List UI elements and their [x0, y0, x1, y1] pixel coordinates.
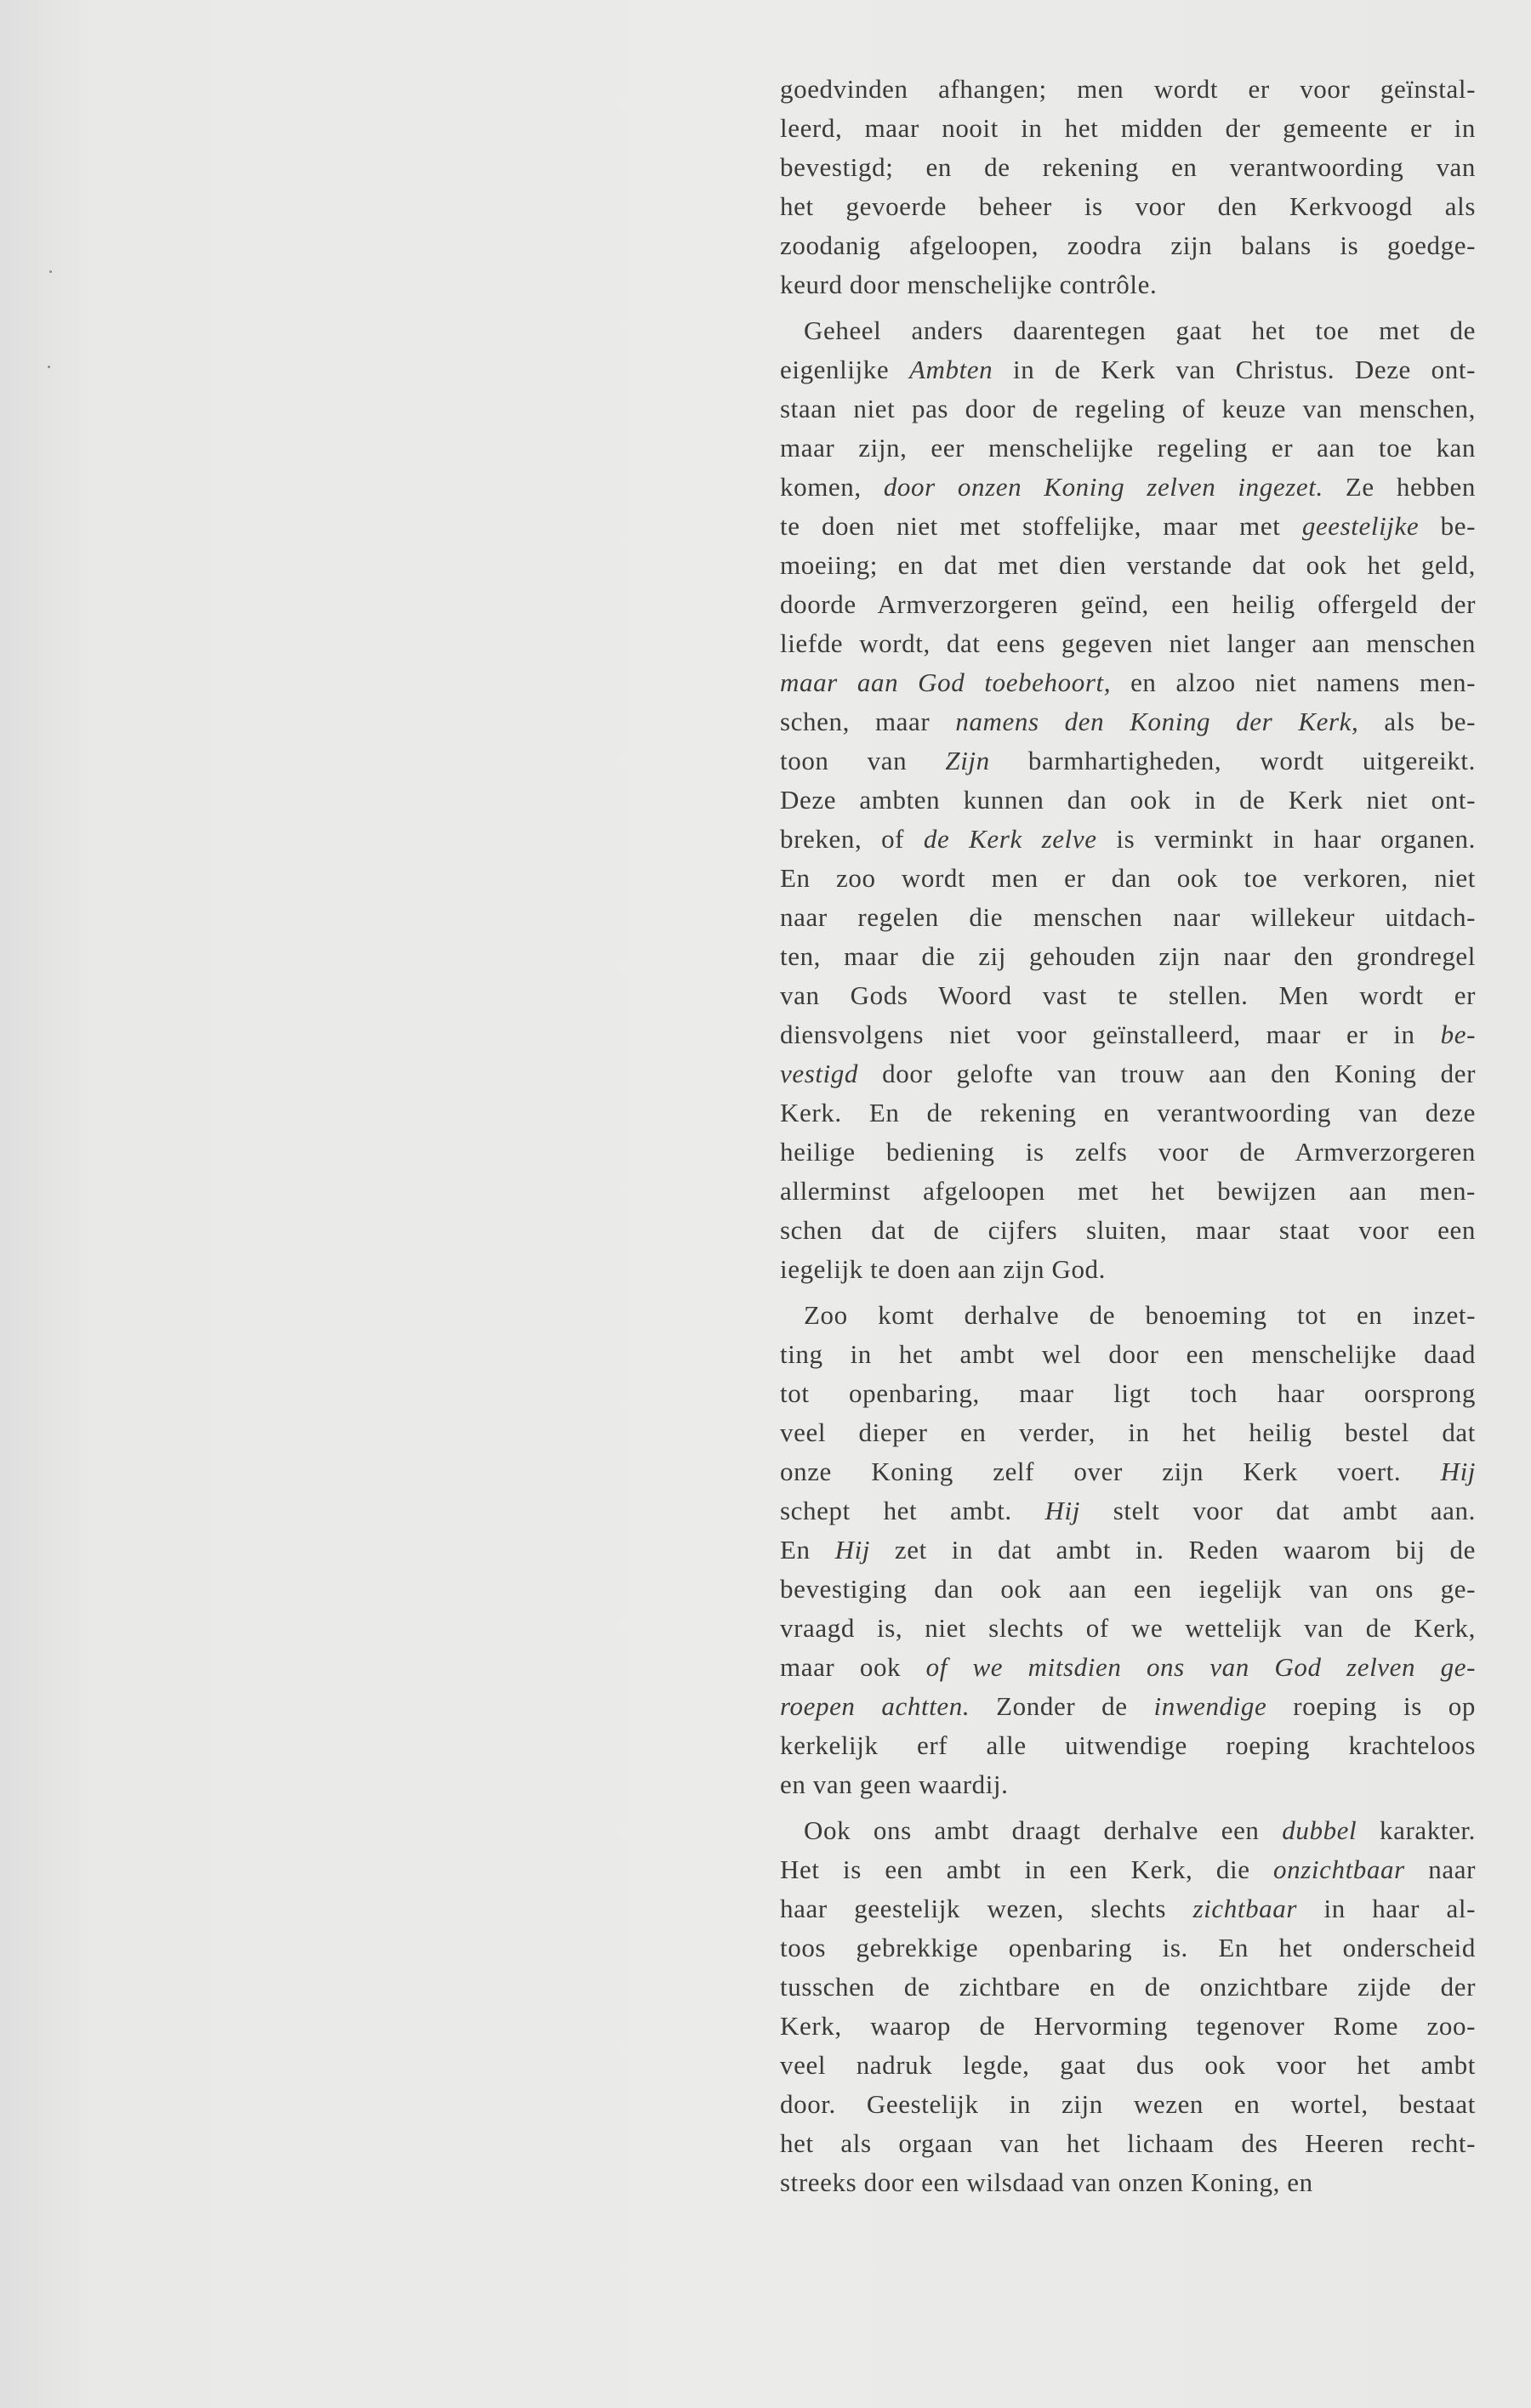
text-segment: tusschen de zichtbare en de onzichtbare zijde der: [780, 1972, 1476, 2002]
text-segment: diensvolgens niet voor geïnstalleerd, maar er in: [780, 1019, 1441, 1049]
text-line: [780, 1093, 1476, 1133]
text-segment: door gelofte van trouw aan den Koning der: [858, 1059, 1476, 1088]
text-line: [780, 350, 1476, 389]
text-line: [780, 226, 1476, 265]
text-segment: naar: [1404, 1854, 1476, 1884]
text-line: [780, 468, 1476, 507]
text-segment: kerkelijk erf alle uitwendige roeping krachteloos: [780, 1730, 1476, 1760]
paragraph: [780, 70, 1476, 304]
text-segment: heilige bediening is zelfs voor de Armverzorgeren: [780, 1137, 1476, 1167]
italic-text: Zijn: [945, 746, 990, 775]
italic-text: be-: [1440, 1019, 1476, 1049]
text-line: [780, 546, 1476, 585]
text-segment: haar geestelijk wezen, slechts: [780, 1894, 1193, 1923]
text-segment: veel dieper en verder, in het heilig bestel dat: [780, 1417, 1476, 1447]
paragraph: [780, 311, 1476, 1289]
text-segment: Deze ambten kunnen dan ook in de Kerk niet ont-: [780, 785, 1476, 815]
text-line: [780, 820, 1476, 859]
italic-text: namens den Koning der Kerk,: [955, 707, 1359, 736]
text-line: [780, 265, 1476, 304]
text-segment: keurd door menschelijke contrôle.: [780, 270, 1158, 299]
text-line: [780, 1335, 1476, 1374]
italic-text: dubbel: [1282, 1815, 1357, 1845]
italic-text: roepen achtten.: [780, 1691, 970, 1721]
italic-text: of we mitsdien ons van God zelven ge-: [925, 1652, 1476, 1682]
italic-text: Hij: [834, 1535, 870, 1565]
text-line: [780, 148, 1476, 187]
text-line: [780, 1172, 1476, 1211]
text-segment: van Gods Woord vast te stellen. Men wordt er: [780, 980, 1476, 1010]
text-segment: Geheel anders daarentegen gaat het toe met de: [804, 315, 1476, 345]
text-segment: toos gebrekkige openbaring is. En het onderscheid: [780, 1933, 1476, 1962]
text-line: [780, 1928, 1476, 1968]
text-segment: En zoo wordt men er dan ook toe verkoren, niet: [780, 863, 1476, 893]
text-line: [780, 389, 1476, 429]
text-segment: schept het ambt.: [780, 1496, 1045, 1525]
text-segment: schen, maar: [780, 707, 956, 736]
text-line: [780, 937, 1476, 976]
text-line: [780, 585, 1476, 624]
text-segment: Het is een ambt in een Kerk, die: [780, 1854, 1274, 1884]
text-line: [780, 109, 1476, 148]
text-segment: zet in dat ambt in. Reden waarom bij de: [870, 1535, 1476, 1565]
text-segment: het gevoerde beheer is voor den Kerkvoogd als: [780, 191, 1476, 221]
text-segment: roeping is op: [1266, 1691, 1476, 1721]
text-line: [780, 1726, 1476, 1765]
text-segment: toon van: [780, 746, 946, 775]
text-segment: ting in het ambt wel door een menschelijke daad: [780, 1339, 1476, 1369]
text-segment: Ook ons ambt draagt derhalve een: [804, 1815, 1283, 1845]
text-segment: bevestiging dan ook aan een iegelijk van ons ge-: [780, 1574, 1476, 1604]
scan-speck: [48, 366, 50, 368]
text-line: [780, 1889, 1476, 1928]
italic-text: de Kerk zelve: [923, 824, 1097, 854]
text-segment: liefde wordt, dat eens gegeven niet langer aan menschen: [780, 628, 1476, 658]
text-line: [780, 2163, 1476, 2202]
text-line: [780, 1054, 1476, 1093]
text-line: [780, 70, 1476, 109]
text-segment: naar regelen die menschen naar willekeur uitdach-: [780, 902, 1476, 932]
text-line: [780, 1850, 1476, 1889]
text-line: [780, 859, 1476, 898]
text-line: [780, 1648, 1476, 1687]
text-line: [780, 741, 1476, 781]
text-line: [780, 1570, 1476, 1609]
text-segment: goedvinden afhangen; men wordt er voor geïnstal-: [780, 74, 1476, 104]
text-segment: en alzoo niet namens men-: [1111, 667, 1476, 697]
text-segment: komen,: [780, 472, 884, 502]
text-segment: allerminst afgeloopen met het bewijzen aan men-: [780, 1176, 1476, 1206]
text-line: [780, 1015, 1476, 1054]
text-segment: het als orgaan van het lichaam des Heeren recht-: [780, 2128, 1476, 2158]
italic-text: vestigd: [780, 1059, 859, 1088]
text-segment: maar zijn, eer menschelijke regeling er aan toe kan: [780, 433, 1476, 463]
italic-text: Hij: [1044, 1496, 1080, 1525]
text-line: [780, 1687, 1476, 1726]
text-line: [780, 1609, 1476, 1648]
text-line: [780, 1811, 1476, 1850]
text-segment: schen dat de cijfers sluiten, maar staat voor een: [780, 1215, 1476, 1245]
text-segment: iegelijk te doen aan zijn God.: [780, 1254, 1106, 1284]
text-line: [780, 898, 1476, 937]
text-segment: Kerk. En de rekening en verantwoording van deze: [780, 1098, 1476, 1127]
body-text: [780, 70, 1476, 2202]
text-line: [780, 1211, 1476, 1250]
text-segment: En: [780, 1535, 835, 1565]
text-line: [780, 1765, 1476, 1804]
text-segment: veel nadruk legde, gaat dus ook voor het ambt: [780, 2050, 1476, 2080]
text-segment: en van geen waardij.: [780, 1769, 1009, 1799]
text-segment: staan niet pas door de regeling of keuze van menschen,: [780, 394, 1476, 423]
text-line: [780, 624, 1476, 663]
text-line: [780, 663, 1476, 702]
text-segment: in de Kerk van Christus. Deze ont-: [993, 355, 1476, 384]
text-line: [780, 781, 1476, 820]
text-segment: door. Geestelijk in zijn wezen en wortel, bestaat: [780, 2089, 1476, 2119]
text-line: [780, 429, 1476, 468]
text-segment: maar ook: [780, 1652, 926, 1682]
text-segment: Zonder de: [970, 1691, 1154, 1721]
text-segment: karakter.: [1357, 1815, 1476, 1845]
text-line: [780, 2007, 1476, 2046]
text-line: [780, 1296, 1476, 1335]
text-line: [780, 702, 1476, 741]
text-segment: eigenlijke: [780, 355, 909, 384]
text-line: [780, 1413, 1476, 1452]
text-segment: streeks door een wilsdaad van onzen Koning, en: [780, 2167, 1313, 2197]
paragraph: [780, 1811, 1476, 2202]
text-line: [780, 1491, 1476, 1531]
text-segment: be-: [1419, 511, 1477, 541]
text-line: [780, 2124, 1476, 2163]
text-segment: bevestigd; en de rekening en verantwoording van: [780, 152, 1476, 182]
scan-speck: [49, 270, 52, 273]
text-segment: breken, of: [780, 824, 924, 854]
text-segment: Ze hebben: [1323, 472, 1476, 502]
text-line: [780, 976, 1476, 1015]
text-segment: doorde Armverzorgeren geïnd, een heilig offergeld der: [780, 589, 1476, 619]
italic-text: Hij: [1440, 1457, 1476, 1486]
italic-text: Ambten: [908, 355, 993, 384]
italic-text: maar aan God toebehoort,: [780, 667, 1112, 697]
text-segment: moeiing; en dat met dien verstande dat ook het geld,: [780, 550, 1476, 580]
text-segment: Zoo komt derhalve de benoeming tot en inzet-: [804, 1300, 1476, 1330]
paragraph: [780, 1296, 1476, 1804]
text-line: [780, 1250, 1476, 1289]
italic-text: geestelijke: [1301, 511, 1420, 541]
text-line: [780, 1374, 1476, 1413]
text-segment: onze Koning zelf over zijn Kerk voert.: [780, 1457, 1441, 1486]
text-segment: barmhartigheden, wordt uitgereikt.: [989, 746, 1476, 775]
text-line: [780, 1133, 1476, 1172]
italic-text: inwendige: [1153, 1691, 1267, 1721]
text-segment: stelt voor dat ambt aan.: [1079, 1496, 1476, 1525]
text-segment: Kerk, waarop de Hervorming tegenover Rome zoo-: [780, 2011, 1476, 2041]
text-segment: is verminkt in haar organen.: [1096, 824, 1477, 854]
text-line: [780, 311, 1476, 350]
text-line: [780, 507, 1476, 546]
text-line: [780, 1452, 1476, 1491]
text-line: [780, 1968, 1476, 2007]
text-segment: tot openbaring, maar ligt toch haar oorsprong: [780, 1378, 1476, 1408]
text-line: [780, 2085, 1476, 2124]
text-segment: als be-: [1358, 707, 1476, 736]
text-segment: zoodanig afgeloopen, zoodra zijn balans is goedge-: [780, 230, 1476, 260]
text-segment: in haar al-: [1297, 1894, 1476, 1923]
italic-text: door onzen Koning zelven ingezet.: [883, 472, 1323, 502]
italic-text: onzichtbaar: [1273, 1854, 1405, 1884]
text-segment: te doen niet met stoffelijke, maar met: [780, 511, 1302, 541]
text-segment: vraagd is, niet slechts of we wettelijk van de Kerk,: [780, 1613, 1476, 1643]
text-line: [780, 2046, 1476, 2085]
text-segment: ten, maar die zij gehouden zijn naar den grondregel: [780, 941, 1476, 971]
text-segment: leerd, maar nooit in het midden der gemeente er in: [780, 113, 1476, 143]
text-line: [780, 1531, 1476, 1570]
text-line: [780, 187, 1476, 226]
italic-text: zichtbaar: [1192, 1894, 1298, 1923]
